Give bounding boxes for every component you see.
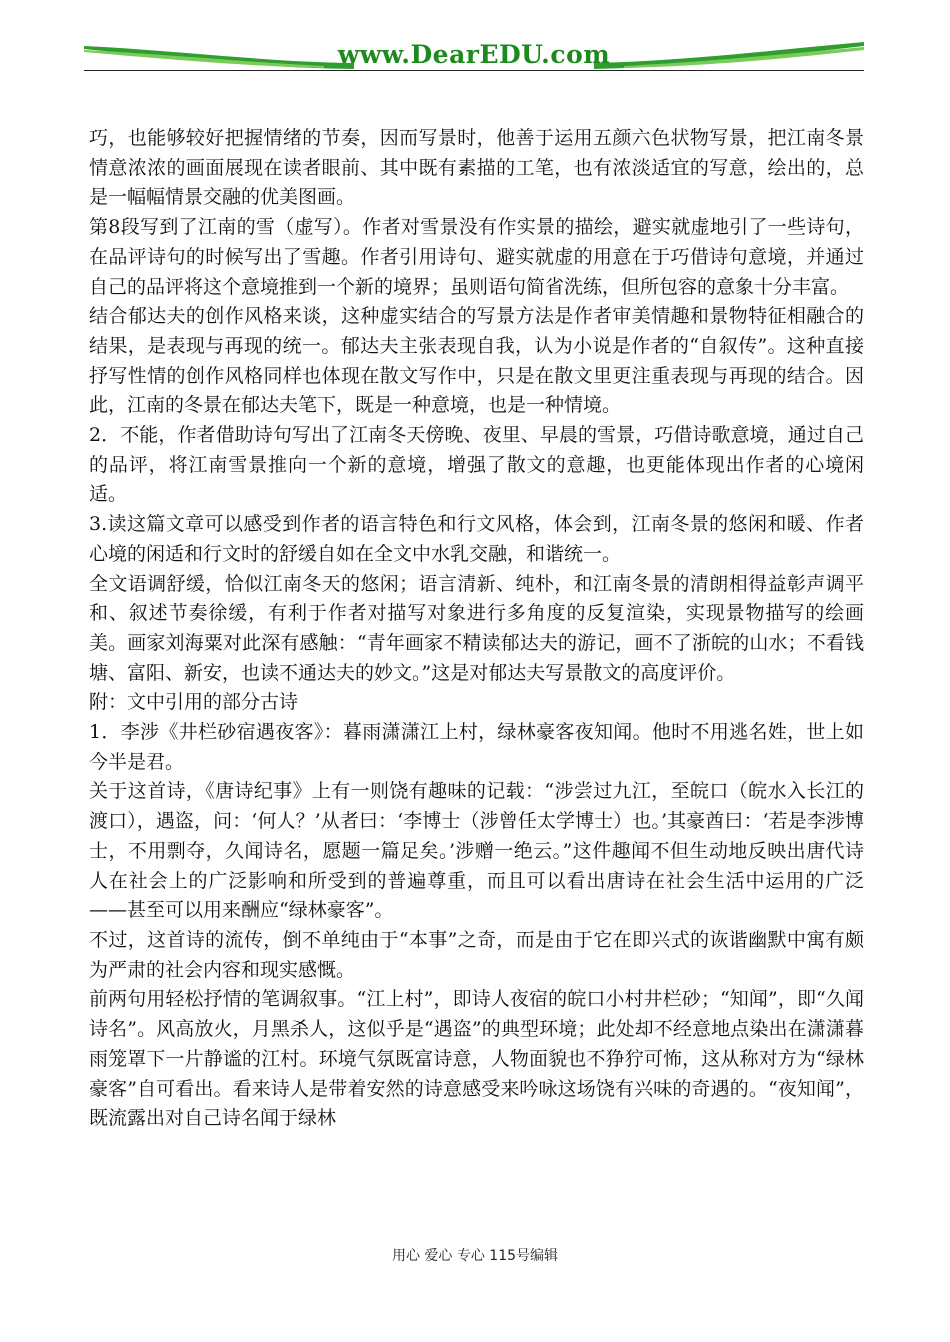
document-body xyxy=(89,124,864,1134)
paragraph: 关于这首诗，《唐诗纪事》上有一则饶有趣味的记载：“涉尝过九江，至皖口（皖水入长江的渡口），遇盗，问：‘何人？’从者曰：‘李博士（涉曾任太学博士）也。’其豪酋曰：‘若是李涉博士，不用剽夺，久闻诗名，愿题一篇足矣。’涉赠一绝云。”这件趣闻不但生动地反映出唐代诗人在社会上的广泛影响和所受到的普遍尊重，而且可以看出唐诗在社会生活中运用的广泛——甚至可以用来酬应“绿林豪客”。 xyxy=(89,780,864,922)
appendix-heading: 附：文中引用的部分古诗 xyxy=(89,691,299,714)
page-footer: 用心 爱心 专心 115号编辑 xyxy=(391,1248,559,1264)
paragraph: 前两句用轻松抒情的笔调叙事。“江上村”，即诗人夜宿的皖口小村井栏砂；“知闻”，即“久闻诗名”。风高放火，月黑杀人，这似乎是“遇盗”的典型环境；此处却不经意地点染出在潇潇暮雨笼罩下一片静谧的江村。环境气氛既富诗意，人物面貌也不狰狞可怖，这从称对方为“绿林豪客”自可看出。看来诗人是带着安然的诗意感受来吟咏这场饶有兴味的奇遇的。“夜知闻”，既流露出对自己诗名闻于绿林 xyxy=(89,988,864,1130)
paragraph: 3.读这篇文章可以感受到作者的语言特色和行文风格，体会到，江南冬景的悠闲和暖、作者心境的闲适和行文时的舒缓自如在全文中水乳交融，和谐统一。 xyxy=(89,513,864,565)
paragraph: 结合郁达夫的创作风格来谈，这种虚实结合的写景方法是作者审美情趣和景物特征相融合的结果，是表现与再现的统一。郁达夫主张表现自我，认为小说是作者的“自叙传”。这种直接抒写性情的创作风格同样也体现在散文写作中，只是在散文里更注重表现与再现的结合。因此，江南的冬景在郁达夫笔下，既是一种意境，也是一种情境。 xyxy=(89,305,864,417)
paragraph: 1．李涉《井栏砂宿遇夜客》：暮雨潇潇江上村，绿林豪客夜知闻。他时不用逃名姓，世上如今半是君。 xyxy=(89,721,864,773)
paragraph: 巧，也能够较好把握情绪的节奏，因而写景时，他善于运用五颜六色状物写景，把江南冬景情意浓浓的画面展现在读者眼前、其中既有素描的工笔，也有浓淡适宜的写意，绘出的，总是一幅幅情景交融的优美图画。 xyxy=(89,127,864,209)
paragraph: 第8段写到了江南的雪（虚写）。作者对雪景没有作实景的描绘，避实就虚地引了一些诗句，在品评诗句的时候写出了雪趣。作者引用诗句、避实就虚的用意在于巧借诗句意境，并通过自己的品评将这个意境推到一个新的境界；虽则语句简省洗练，但所包容的意象十分丰富。 xyxy=(89,216,864,298)
paragraph: 不过，这首诗的流传，倒不单纯由于“本事”之奇，而是由于它在即兴式的诙谐幽默中寓有颇为严肃的社会内容和现实感慨。 xyxy=(89,928,864,981)
page-header xyxy=(84,36,864,76)
paragraph: 2．不能，作者借助诗句写出了江南冬天傍晚、夜里、早晨的雪景，巧借诗歌意境，通过自己的品评，将江南雪景推向一个新的意境，增强了散文的意趣，也更能体现出作者的心境闲适。 xyxy=(89,424,864,506)
paragraph: 全文语调舒缓，恰似江南冬天的悠闲；语言清新、纯朴，和江南冬景的清朗相得益彰声调平和、叙述节奏徐缓，有利于作者对描写对象进行多角度的反复渲染，实现景物描写的绘画美。画家刘海粟对此深有感触：“青年画家不精读郁达夫的游记，画不了浙皖的山水；不看钱塘、富阳、新安，也读不通达夫的妙文。”这是对郁达夫写景散文的高度评价。 xyxy=(89,572,864,684)
site-url-logo: www.DearEDU.com xyxy=(337,40,611,69)
header-divider xyxy=(84,70,864,71)
